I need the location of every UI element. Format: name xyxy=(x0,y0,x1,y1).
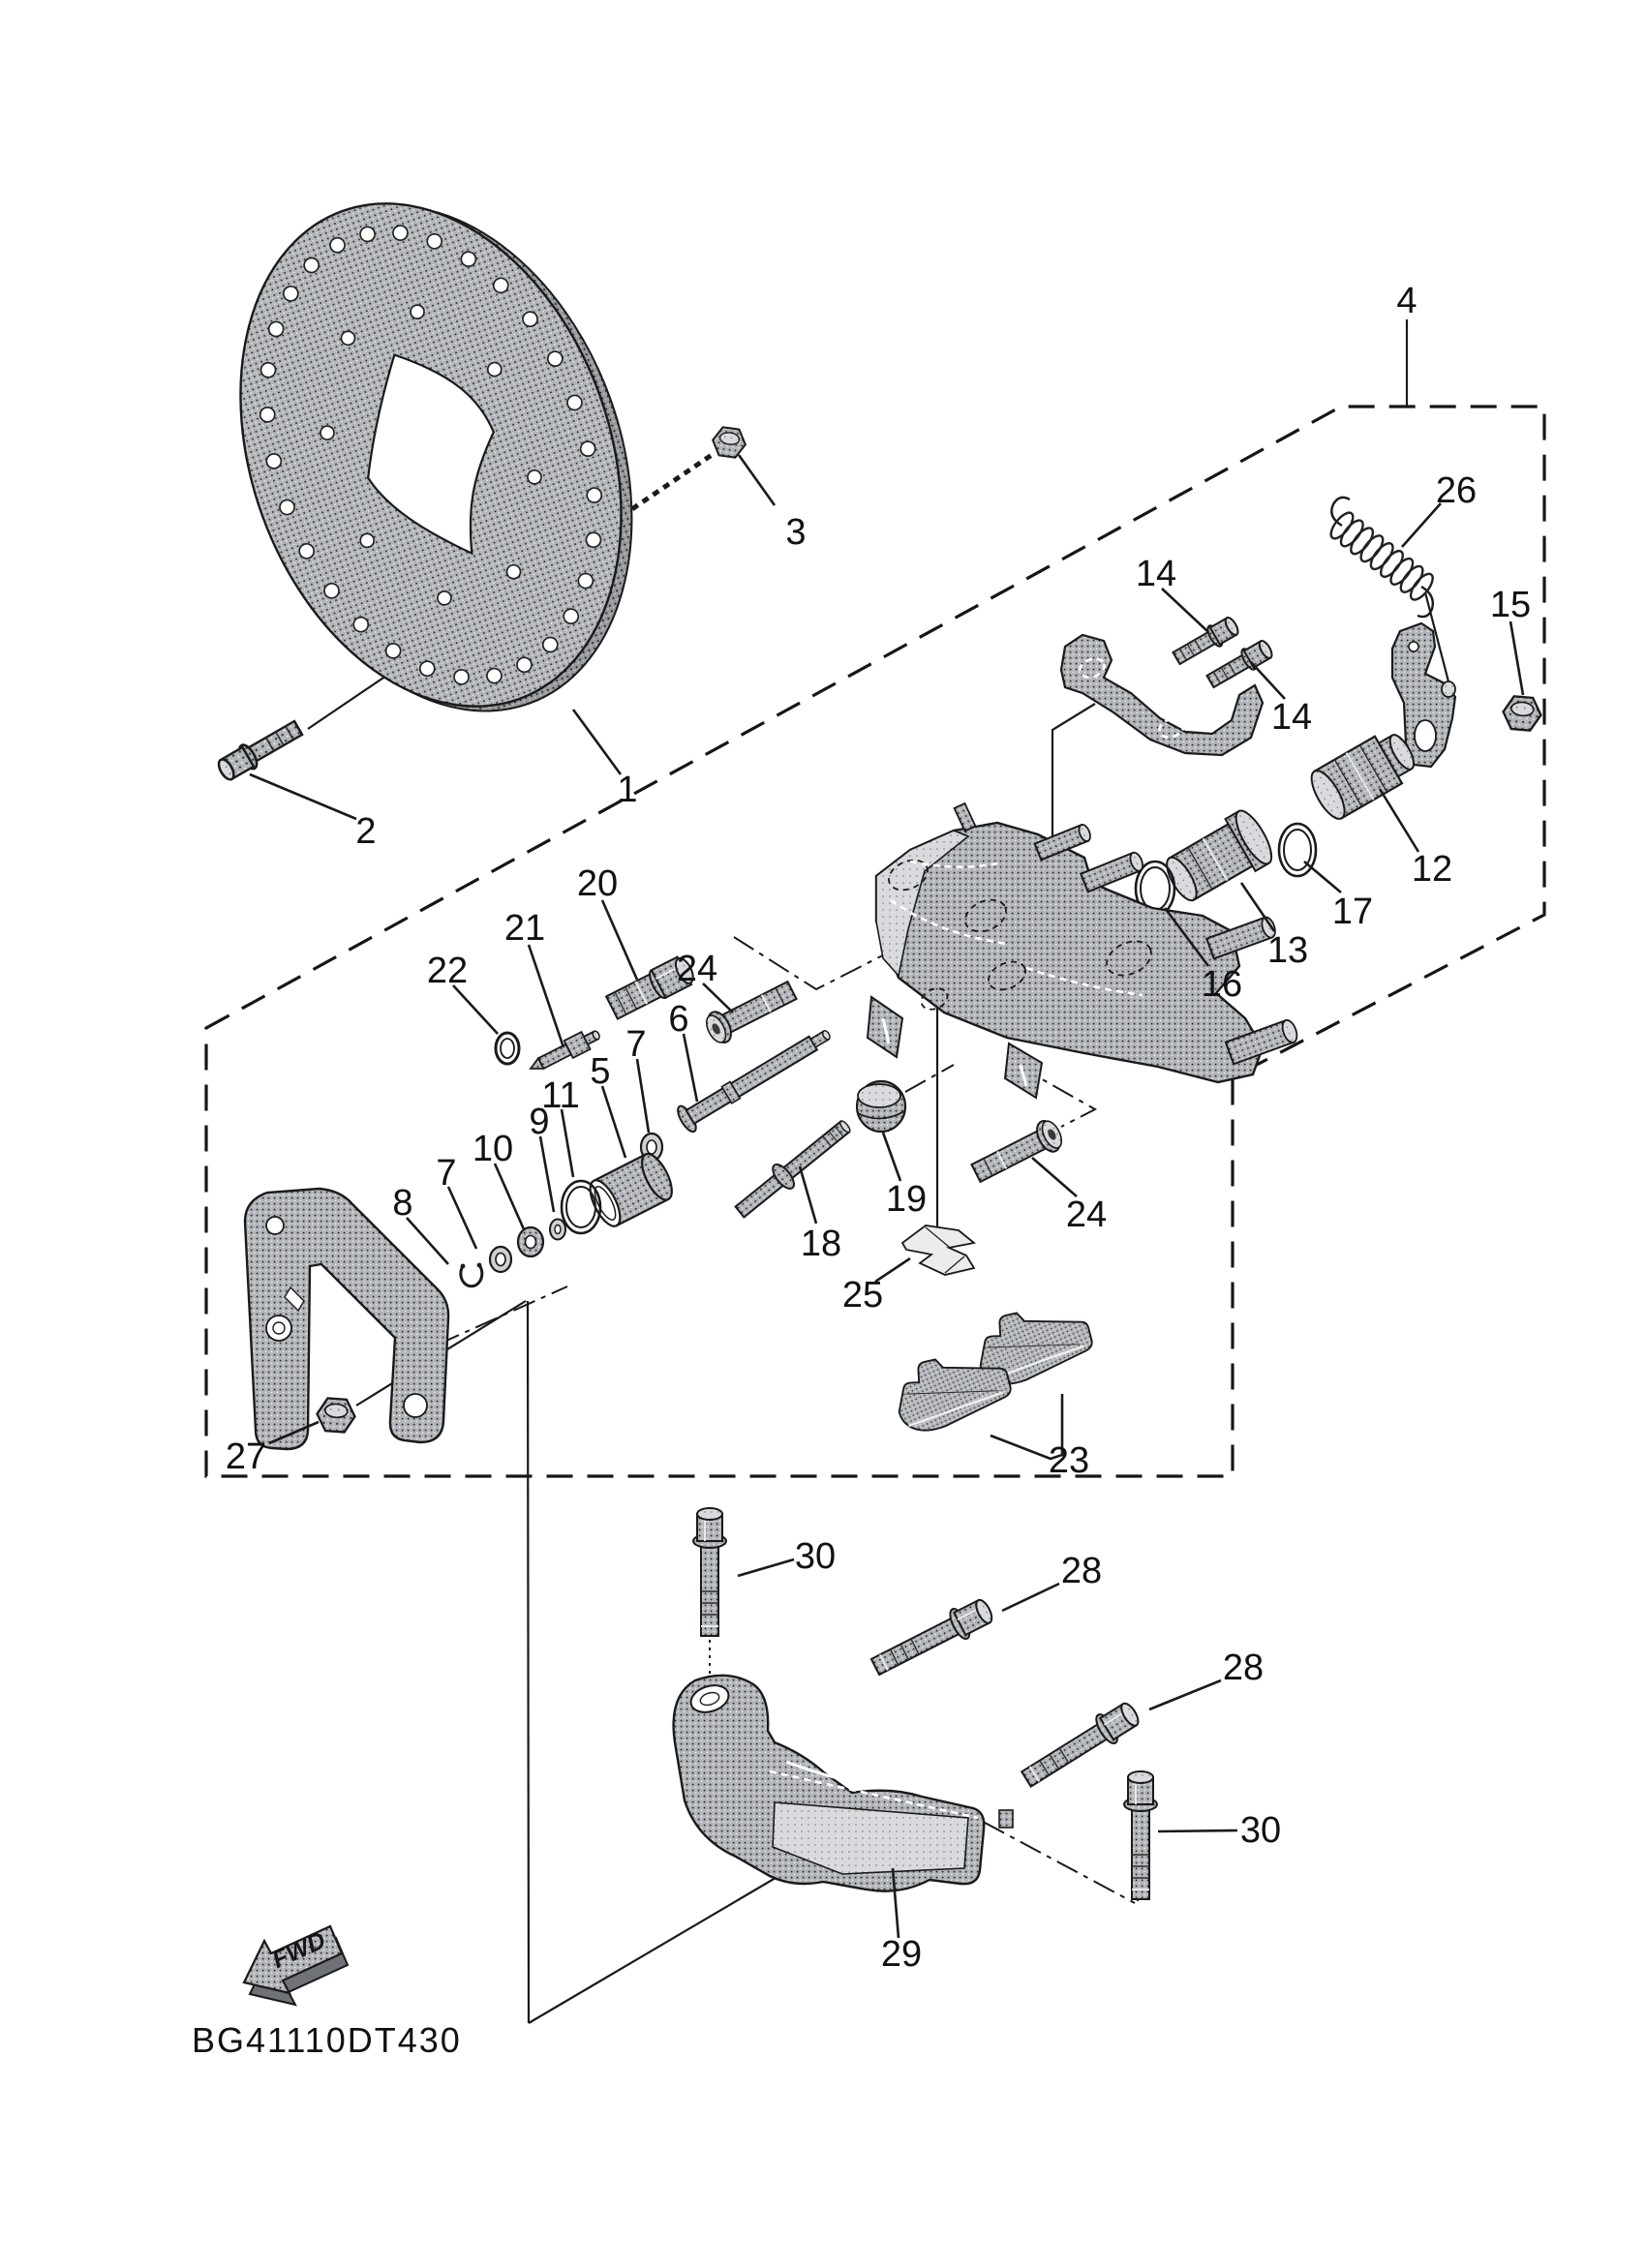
leader-10 xyxy=(495,1164,524,1229)
fwd-arrow xyxy=(244,1926,348,2005)
part-label-5: 5 xyxy=(590,1051,611,1092)
pad-spring-25 xyxy=(902,1225,974,1275)
part-label-4: 4 xyxy=(1396,281,1417,321)
leader-2 xyxy=(250,774,356,819)
leader-12 xyxy=(1380,789,1418,852)
cap-19 xyxy=(857,1081,905,1132)
part-label-9: 9 xyxy=(529,1102,550,1142)
part-label-30-b: 30 xyxy=(1239,1810,1282,1851)
leader-18 xyxy=(800,1166,816,1224)
lever-nut xyxy=(1502,695,1542,731)
part-label-22: 22 xyxy=(426,951,469,991)
leader-22 xyxy=(453,985,498,1034)
part-label-7-b: 7 xyxy=(436,1153,457,1194)
leader-6 xyxy=(684,1034,697,1102)
leader-14a xyxy=(1162,589,1207,631)
leader-21 xyxy=(529,945,564,1047)
adjuster-cylinder xyxy=(1305,725,1422,824)
part-label-6: 6 xyxy=(668,999,689,1040)
part-label-8: 8 xyxy=(392,1183,413,1224)
stay-bolt-lower xyxy=(1204,637,1275,691)
washer-22 xyxy=(496,1033,519,1064)
brake-hose-stay xyxy=(1061,635,1263,755)
leader-28b xyxy=(1149,1680,1221,1709)
part-label-3: 3 xyxy=(785,512,807,553)
ring-9 xyxy=(550,1220,565,1240)
part-label-11: 11 xyxy=(541,1075,580,1116)
drawing-code: BG41110DT430 xyxy=(192,2020,462,2060)
adjuster-shaft-18 xyxy=(731,1113,857,1223)
part-label-29: 29 xyxy=(880,1934,923,1975)
leader-9 xyxy=(540,1136,554,1212)
part-label-24-a: 24 xyxy=(676,949,718,989)
part-label-16: 16 xyxy=(1201,964,1243,1005)
leader-19 xyxy=(883,1133,900,1181)
leader-17 xyxy=(1304,862,1341,892)
leader-1 xyxy=(573,710,621,774)
part-label-17: 17 xyxy=(1331,892,1374,932)
leader-5 xyxy=(602,1086,625,1158)
part-label-20: 20 xyxy=(576,863,619,904)
part-label-12: 12 xyxy=(1411,849,1453,890)
part-label-1: 1 xyxy=(617,770,638,810)
caliper-bolt-24-lower xyxy=(968,1116,1066,1188)
spring-coils xyxy=(1327,509,1437,603)
part-label-7-a: 7 xyxy=(625,1024,647,1065)
bleed-nipple xyxy=(955,803,976,832)
slide-pin-6 xyxy=(675,1021,837,1134)
circlip-8 xyxy=(461,1263,482,1286)
part-label-26: 26 xyxy=(1435,470,1478,511)
leader-20 xyxy=(602,900,637,980)
leader-7b xyxy=(448,1187,476,1249)
leader-11 xyxy=(562,1109,573,1177)
part-label-24-b: 24 xyxy=(1065,1194,1108,1235)
part-label-23: 23 xyxy=(1048,1440,1090,1481)
leader-7a xyxy=(637,1059,649,1133)
washer-10 xyxy=(518,1227,543,1256)
leader-15 xyxy=(1510,621,1523,695)
part-label-25: 25 xyxy=(841,1275,884,1315)
leader-30b xyxy=(1158,1830,1237,1831)
disc-bolt xyxy=(215,716,305,784)
disc-nut xyxy=(711,426,747,459)
part-label-18: 18 xyxy=(800,1224,842,1264)
part-label-13: 13 xyxy=(1266,930,1309,971)
mount-bolt-28-right xyxy=(1018,1698,1143,1794)
part-label-2: 2 xyxy=(355,811,377,852)
mount-bracket-29 xyxy=(674,1676,1013,1891)
part-label-15: 15 xyxy=(1489,585,1532,625)
fwd-arrow-label: FWD xyxy=(268,1926,330,1975)
mount-bolt-28-left xyxy=(868,1594,996,1681)
part-label-19: 19 xyxy=(885,1179,928,1220)
guard-nut-27 xyxy=(316,1398,355,1433)
stay-bolt-upper xyxy=(1171,614,1241,668)
part-label-14-b: 14 xyxy=(1270,697,1313,738)
part-label-10: 10 xyxy=(472,1129,514,1169)
mount-bolt-30-left xyxy=(693,1508,726,1636)
part-label-27: 27 xyxy=(225,1436,267,1477)
brake-disc xyxy=(173,147,698,768)
part-label-28-a: 28 xyxy=(1060,1551,1103,1591)
leader-28a xyxy=(1002,1584,1059,1611)
part-label-30-a: 30 xyxy=(794,1536,837,1577)
piston-seal-11 xyxy=(562,1181,600,1233)
ring-7-lower xyxy=(490,1247,511,1272)
adjuster-bush-13 xyxy=(1158,806,1278,910)
leader-24b xyxy=(1032,1158,1077,1196)
leader-8 xyxy=(407,1218,448,1264)
part-label-14-a: 14 xyxy=(1135,554,1177,594)
mount-bolt-30-right xyxy=(1124,1771,1157,1899)
part-label-28-b: 28 xyxy=(1222,1648,1265,1688)
leader-30a xyxy=(738,1559,794,1576)
part-label-21: 21 xyxy=(503,908,546,949)
return-spring xyxy=(1327,498,1437,617)
leader-3 xyxy=(739,455,775,505)
